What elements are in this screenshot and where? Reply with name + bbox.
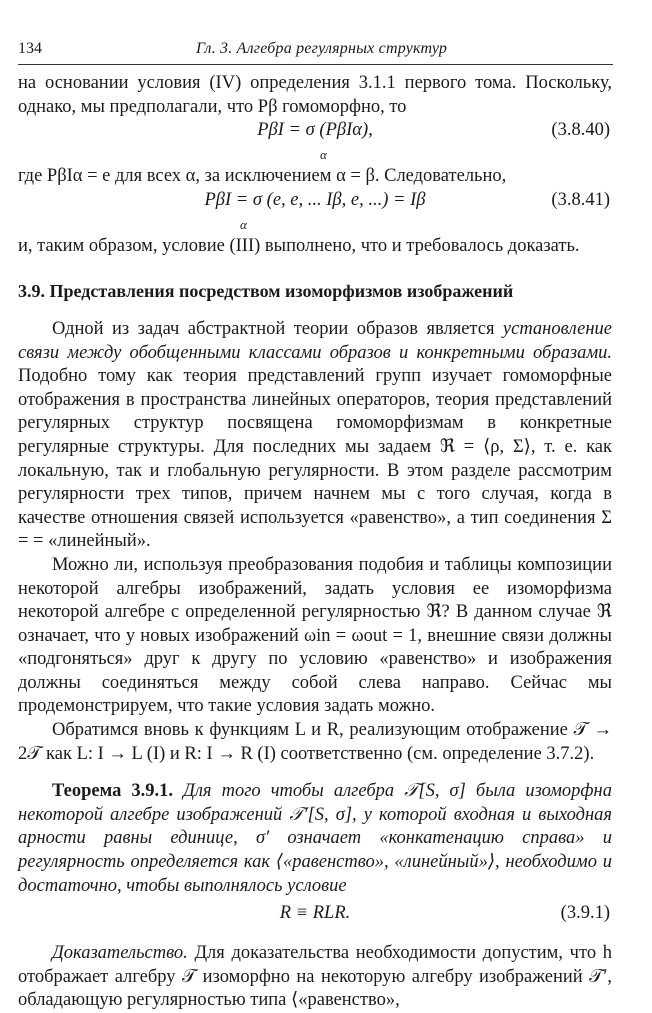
equation-formula: PβI = σ (PβIα), xyxy=(257,120,373,141)
equation-3-8-40 xyxy=(18,119,612,165)
paragraph-5: Можно ли, используя преобразования подобия и таблицы композиции некоторой алгебры изображений, задать условия ее изоморфизма некоторой алгебре с определенной регулярностью ℜ? В данном случае ℜ означает, что у новых изображений ωin = ωout = 1, внешние связи должны «подгоняться» друг к другу по условию «равенство» и изображения должны соединяться между собой слева направо. Сейчас мы продемонстрируем, что такие условия задать можно. xyxy=(18,554,612,717)
proof-text: Для доказательства необходимости допустим, что h отображает алгебру 𝒯 изоморфно на некоторую алгебру изображений 𝒯′, обладающую регулярностью типа ⟨«равенство», xyxy=(18,943,612,1011)
equation-formula: R ≡ RLR. xyxy=(279,903,351,924)
paragraph-4-start: Одной из задач абстрактной теории образов является xyxy=(52,318,503,339)
theorem-statement: Для того чтобы алгебра 𝒯[S, σ] была изоморфна некоторой алгебре изображений 𝒯′[S, σ], у которой входная и выходная арности равны единице, σ′ означает «конкатенацию справа» и регулярность определяется как ⟨«равенство», «линейный»⟩, необходимо и достаточно, чтобы выполнялось условие xyxy=(18,781,612,896)
page-number: 134 xyxy=(18,40,42,57)
paragraph-4-end: Подобно тому как теория представлений групп изучает гомоморфные отображения в пространства линейных операторов, теория представлений регулярных структур посвящена гомоморфизмам в конкретные регулярные структуры. Для последних мы задаем ℜ = ⟨ρ, Σ⟩, т. е. как локальную, так и глобальную регулярности. В этом разделе рассмотрим регулярности трех типов, причем начнем мы с того случая, когда в качестве отношения связей используется «равенство», а тип соединения Σ = = «линейный». xyxy=(18,366,612,552)
equation-formula: PβI = σ (e, e, ... Iβ, e, ...) = Iβ xyxy=(204,189,426,210)
equation-subscript: α xyxy=(240,216,247,232)
paragraph-4-emphasis: установление связи между обобщенными классами образов и конкретными образами. xyxy=(18,318,612,363)
proof-paragraph xyxy=(18,942,612,1013)
theorem-heading: Теорема 3.9.1. xyxy=(52,781,174,802)
equation-number: (3.8.41) xyxy=(551,189,610,210)
section-heading: 3.9. Представления посредством изоморфизмов изображений xyxy=(18,281,514,302)
proof-label: Доказательство. xyxy=(52,943,188,964)
equation-3-8-41 xyxy=(18,189,612,235)
theorem-3-9-1 xyxy=(18,780,612,898)
paragraph-1: на основании условия (IV) определения 3.1.1 первого тома. Поскольку, однако, мы предполагали, что Pβ гомоморфно, то xyxy=(18,73,612,117)
paragraph-4 xyxy=(18,318,612,554)
running-title: Гл. 3. Алгебра регулярных структур xyxy=(196,40,448,57)
equation-number: (3.9.1) xyxy=(560,903,610,924)
equation-subscript: α xyxy=(320,147,327,163)
paragraph-6: Обратимся вновь к функциям L и R, реализующим отображение 𝒯 → 2𝒯 как L: I → L (I) и R: I → R (I) соответственно (см. определение 3.7.2). xyxy=(18,720,612,764)
equation-3-9-1 xyxy=(18,902,612,942)
paragraph-3: и, таким образом, условие (III) выполнено, что и требовалось доказать. xyxy=(18,235,580,256)
page-body xyxy=(18,72,612,1013)
paragraph-2: где PβIα = e для всех α, за исключением α = β. Следовательно, xyxy=(18,166,507,187)
page-header xyxy=(18,38,613,65)
equation-number: (3.8.40) xyxy=(551,120,610,141)
